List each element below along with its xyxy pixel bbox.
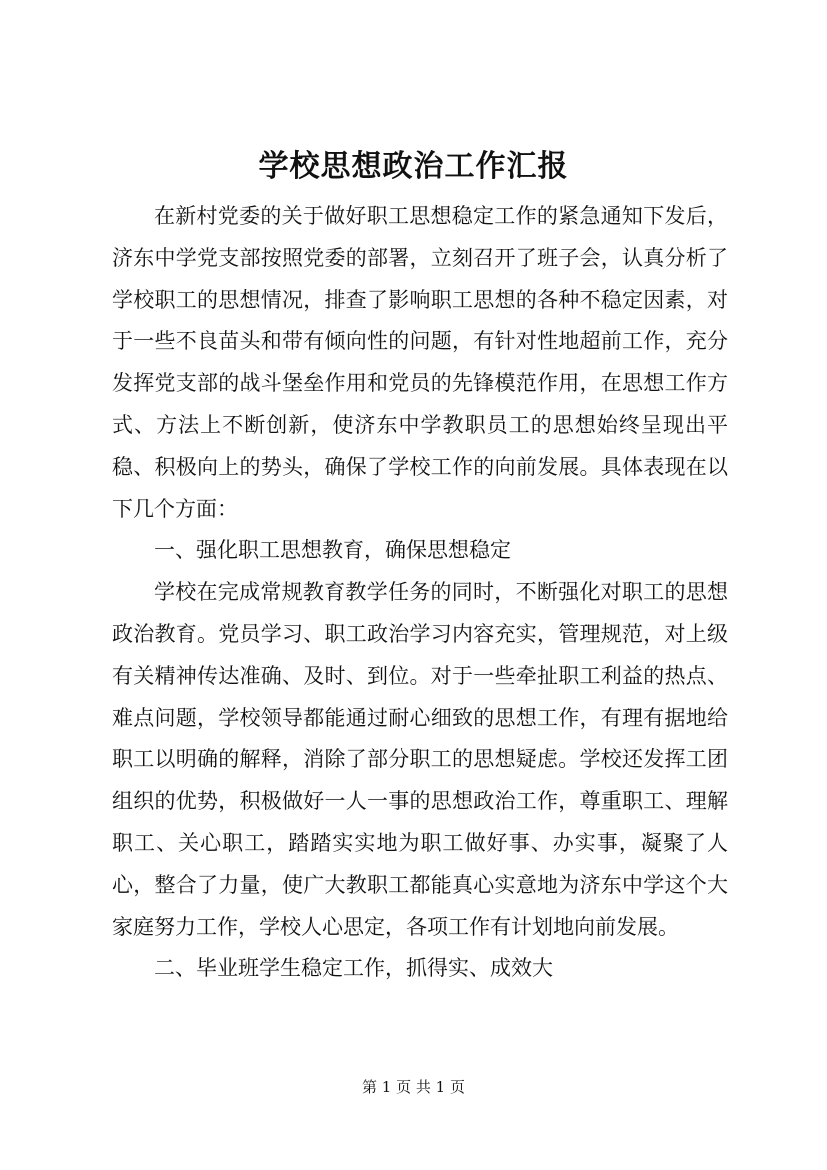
paragraph-section-1: 学校在完成常规教育教学任务的同时，不断强化对职工的思想政治教育。党员学习、职工政治学习内容充实，管理规范，对上级有关精神传达准确、及时、到位。对于一些牵扯职工利益的热点、难点问题，学校领导都能通过耐心细致的思想工作，有理有据地给职工以明确的解释，消除了部分职工的思想疑虑。学校还发挥工团组织的优势，积极做好一人一事的思想政治工作，尊重职工、理解职工、关心职工，踏踏实实地为职工做好事、办实事，凝聚了人心，整合了力量，使广大教职工都能真心实意地为济东中学这个大家庭努力工作，学校人心思定，各项工作有计划地向前发展。 [112, 580, 728, 939]
section-heading-1: 一、强化职工思想教育，确保思想稳定 [154, 538, 511, 563]
paragraph-intro: 在新村党委的关于做好职工思想稳定工作的紧急通知下发后，济东中学党支部按照党委的部署，立刻召开了班子会，认真分析了学校职工的思想情况，排查了影响职工思想的各种不稳定因素，对于一些不良苗头和带有倾向性的问题，有针对性地超前工作，充分发挥党支部的战斗堡垒作用和党员的先锋模范作用，在思想工作方式、方法上不断创新，使济东中学教职员工的思想始终呈现出平稳、积极向上的势头，确保了学校工作的向前发展。具体表现在以下几个方面： [112, 204, 728, 521]
document-title: 学校思想政治工作汇报 [258, 149, 569, 184]
section-heading-2: 二、毕业班学生稳定工作，抓得实、成效大 [154, 956, 553, 981]
document-body [112, 196, 728, 990]
page-number-footer: 第 1 页 共 1 页 [362, 1078, 465, 1096]
